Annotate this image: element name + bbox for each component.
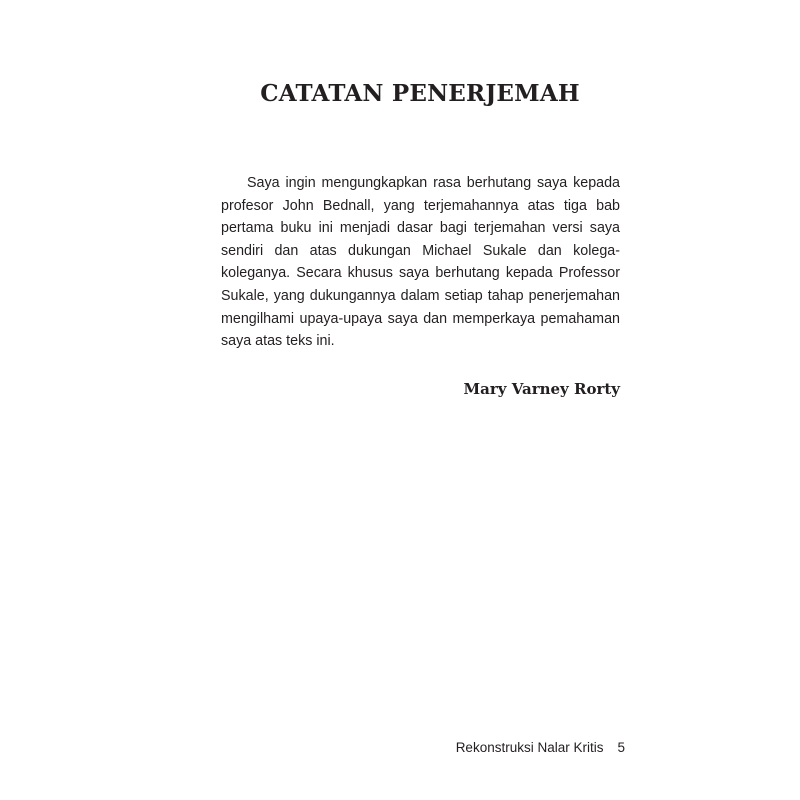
footer-book-title: Rekonstruksi Nalar Kritis: [455, 740, 604, 755]
paragraph-line: Sukale, yang dukungannya dalam setiap tahap penerjemahan: [221, 287, 620, 304]
page-title: CATATAN PENERJEMAH: [260, 80, 580, 107]
paragraph-line: sendiri dan atas dukungan Michael Sukale dan kolega-: [221, 242, 620, 259]
paragraph-line: saya atas teks ini.: [221, 333, 335, 350]
paragraph-line: mengilhami upaya-upaya saya dan memperkaya pemahaman: [221, 310, 620, 327]
page-footer: [400, 740, 625, 755]
paragraph-line: profesor John Bednall, yang terjemahannya atas tiga bab: [221, 197, 620, 214]
paragraph-line: koleganya. Secara khusus saya berhutang kepada Professor: [221, 265, 620, 282]
paragraph-line: Saya ingin mengungkapkan rasa berhutang saya kepada: [247, 175, 620, 191]
paragraph-line: pertama buku ini menjadi dasar bagi terjemahan versi saya: [221, 220, 620, 237]
translator-signature: Mary Varney Rorty: [463, 380, 620, 398]
translator-note-paragraph: [221, 172, 620, 353]
page-number: 5: [617, 740, 625, 755]
